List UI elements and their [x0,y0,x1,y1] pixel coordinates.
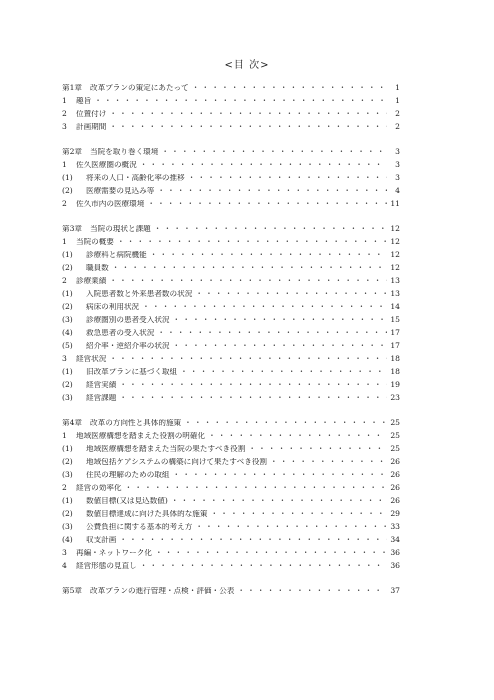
page-number: 4 [395,187,400,195]
item-text: 再編・ネットワーク化 [76,549,152,557]
item-number: (2) [62,458,73,466]
toc-item-line [62,174,400,187]
toc-item-line [62,187,400,200]
page-number: 36 [390,549,400,557]
chapter-title: 改革プランの策定にあたって [90,84,189,92]
item-number: (1) [62,290,73,298]
page-number: 25 [390,432,400,440]
page-number: 25 [390,445,400,453]
item-text: 佐久市内の医療環境 [76,200,145,208]
item-number: (1) [62,368,73,376]
toc-item-line [62,277,400,290]
toc-item-line [62,97,400,110]
item-number: 3 [62,549,67,557]
page-number: 19 [390,381,400,389]
leader-dots [109,110,387,118]
toc-item-line [62,110,400,123]
item-text: 入院患者数と外来患者数の状況 [86,290,193,298]
chapter-title: 改革プランの進行管理・点検・評価・公表 [90,587,235,595]
toc-item-line [62,290,400,303]
chapter-number: 第1章 [62,84,83,92]
toc-chapter-line [62,148,400,161]
item-number: (2) [62,381,73,389]
leader-dots [109,277,387,285]
item-text: 経営課題 [86,394,117,402]
page-number: 12 [390,225,400,233]
toc-item-line [62,562,400,575]
item-text: 経営状況 [76,355,107,363]
page-number: 34 [390,536,400,544]
leader-dots [119,381,387,389]
leader-dots [171,497,387,505]
page-number: 12 [390,251,400,259]
page-number: 26 [390,497,400,505]
item-text: 数値目標(又は見込数値) [86,497,168,505]
page-number: 1 [395,84,400,92]
item-number: (3) [62,523,73,531]
item-number: 1 [62,238,67,246]
chapter-number: 第5章 [62,587,83,595]
item-number: (1) [62,174,73,182]
page-number: 36 [390,562,400,570]
leader-dots [157,187,387,195]
toc-item-line [62,381,400,394]
leader-dots [109,355,387,363]
page-number: 3 [395,161,400,169]
chapter-title: 改革の方向性と具体的施策 [90,419,182,427]
leader-dots [125,484,387,492]
item-text: 地域医療構想を踏まえた役割の明確化 [76,432,206,440]
page-number: 17 [390,329,400,337]
item-text: 職員数 [86,264,109,272]
page-number: 29 [390,510,400,518]
table-of-contents [62,84,400,600]
chapter-gap [62,407,400,419]
item-number: (3) [62,471,73,479]
page-number: 13 [390,277,400,285]
leader-dots [173,316,387,324]
leader-dots [184,419,387,427]
leader-dots [109,123,387,131]
item-number: (1) [62,497,73,505]
item-number: 2 [62,277,67,285]
item-number: (3) [62,316,73,324]
page-number: 33 [390,523,400,531]
item-number: 2 [62,200,67,208]
leader-dots [94,97,387,105]
leader-dots [237,587,387,595]
chapter-number: 第3章 [62,225,83,233]
item-text: 経営実績 [86,381,117,389]
item-text: 公費負担に関する基本的考え方 [86,523,193,531]
page-number: 12 [390,238,400,246]
leader-dots [142,303,387,311]
leader-dots [195,523,387,531]
item-number: 4 [62,562,67,570]
toc-item-line [62,238,400,251]
toc-item-line [62,458,400,471]
toc-item-line [62,123,400,136]
leader-dots [119,394,387,402]
item-number: (4) [62,536,73,544]
item-text: 救急患者の受入状況 [86,329,155,337]
item-text: 数値目標達成に向けた具体的な施策 [86,510,208,518]
toc-item-line [62,549,400,562]
chapter-gap [62,136,400,148]
toc-item-line [62,251,400,264]
item-number: 1 [62,432,67,440]
toc-item-line [62,394,400,407]
toc-chapter-line [62,587,400,600]
page-number: 12 [390,264,400,272]
leader-dots [140,161,387,169]
toc-item-line [62,471,400,484]
page-number: 17 [390,342,400,350]
toc-item-line [62,484,400,497]
item-text: 病床の利用状況 [86,303,140,311]
item-number: (3) [62,394,73,402]
toc-item-line [62,497,400,510]
leader-dots [192,84,387,92]
page-number: 2 [395,110,400,118]
leader-dots [270,458,387,466]
chapter-number: 第2章 [62,148,83,156]
leader-dots [117,238,387,246]
item-text: 診療科と病院機能 [86,251,147,259]
page-number: 37 [390,587,400,595]
item-number: (2) [62,187,73,195]
leader-dots [180,368,387,376]
page-number: 26 [390,484,400,492]
toc-item-line [62,445,400,458]
page-number: 26 [390,458,400,466]
page-number: 11 [390,200,400,208]
chapter-title: 当院の現状と課題 [90,225,151,233]
toc-chapter-line [62,225,400,238]
item-number: (2) [62,303,73,311]
toc-item-line [62,264,400,277]
item-text: 地域包括ケアシステムの構築に向けて果たすべき役割 [86,458,268,466]
leader-dots [157,329,387,337]
item-number: (2) [62,510,73,518]
toc-item-line [62,161,400,174]
leader-dots [173,342,387,350]
toc-title: <目 次> [224,60,270,71]
item-text: 旧改革プランに基づく取組 [86,368,178,376]
item-text: 将来の人口・高齢化率の推移 [86,174,185,182]
leader-dots [154,225,387,233]
item-text: 経営形態の見直し [76,562,137,570]
item-number: (5) [62,342,73,350]
item-text: 診療圏別の患者受入状況 [86,316,170,324]
leader-dots [161,148,387,156]
item-text: 趣旨 [76,97,92,105]
page-number: 25 [390,419,400,427]
leader-dots [248,445,387,453]
item-number: (1) [62,251,73,259]
page-number: 15 [390,316,400,324]
toc-item-line [62,432,400,445]
page-number: 13 [390,290,400,298]
item-text: 地域医療構想を踏まえた当院の果たすべき役割 [86,445,246,453]
leader-dots [147,200,387,208]
item-text: 収支計画 [86,536,117,544]
chapter-title: 当院を取り巻く環境 [90,148,159,156]
item-number: 1 [62,161,67,169]
leader-dots [150,251,387,259]
toc-item-line [62,523,400,536]
item-number: 3 [62,355,67,363]
page-number: 23 [390,394,400,402]
page-number: 18 [390,355,400,363]
page-number: 2 [395,123,400,131]
toc-chapter-line [62,419,400,432]
page-number: 14 [390,303,400,311]
page-number: 3 [395,174,400,182]
toc-item-line [62,329,400,342]
item-text: 当院の概要 [76,238,114,246]
leader-dots [173,471,387,479]
leader-dots [140,562,387,570]
leader-dots [112,264,387,272]
toc-item-line [62,368,400,381]
item-text: 計画期間 [76,123,107,131]
item-number: (1) [62,445,73,453]
item-text: 住民の理解のための取組 [86,471,170,479]
toc-item-line [62,342,400,355]
item-number: 2 [62,110,67,118]
page-number: 3 [395,148,400,156]
item-number: 1 [62,97,67,105]
leader-dots [211,510,388,518]
item-text: 紹介率・逆紹介率の状況 [86,342,170,350]
leader-dots [155,549,387,557]
item-text: 診療業績 [76,277,107,285]
chapter-gap [62,213,400,225]
item-text: 医療需要の見込み等 [86,187,155,195]
toc-item-line [62,316,400,329]
chapter-gap [62,575,400,587]
item-text: 佐久医療圏の概況 [76,161,137,169]
leader-dots [195,290,387,298]
toc-item-line [62,510,400,523]
item-text: 位置付け [76,110,107,118]
chapter-number: 第4章 [62,419,83,427]
page-number: 1 [395,97,400,105]
toc-item-line [62,536,400,549]
page-number: 26 [390,471,400,479]
leader-dots [188,174,387,182]
toc-chapter-line [62,84,400,97]
item-number: (4) [62,329,73,337]
leader-dots [208,432,387,440]
item-number: 3 [62,123,67,131]
item-number: (2) [62,264,73,272]
page-number: 18 [390,368,400,376]
item-text: 経営の効率化 [76,484,122,492]
item-number: 2 [62,484,67,492]
toc-item-line [62,355,400,368]
toc-item-line [62,303,400,316]
toc-item-line [62,200,400,213]
leader-dots [119,536,387,544]
